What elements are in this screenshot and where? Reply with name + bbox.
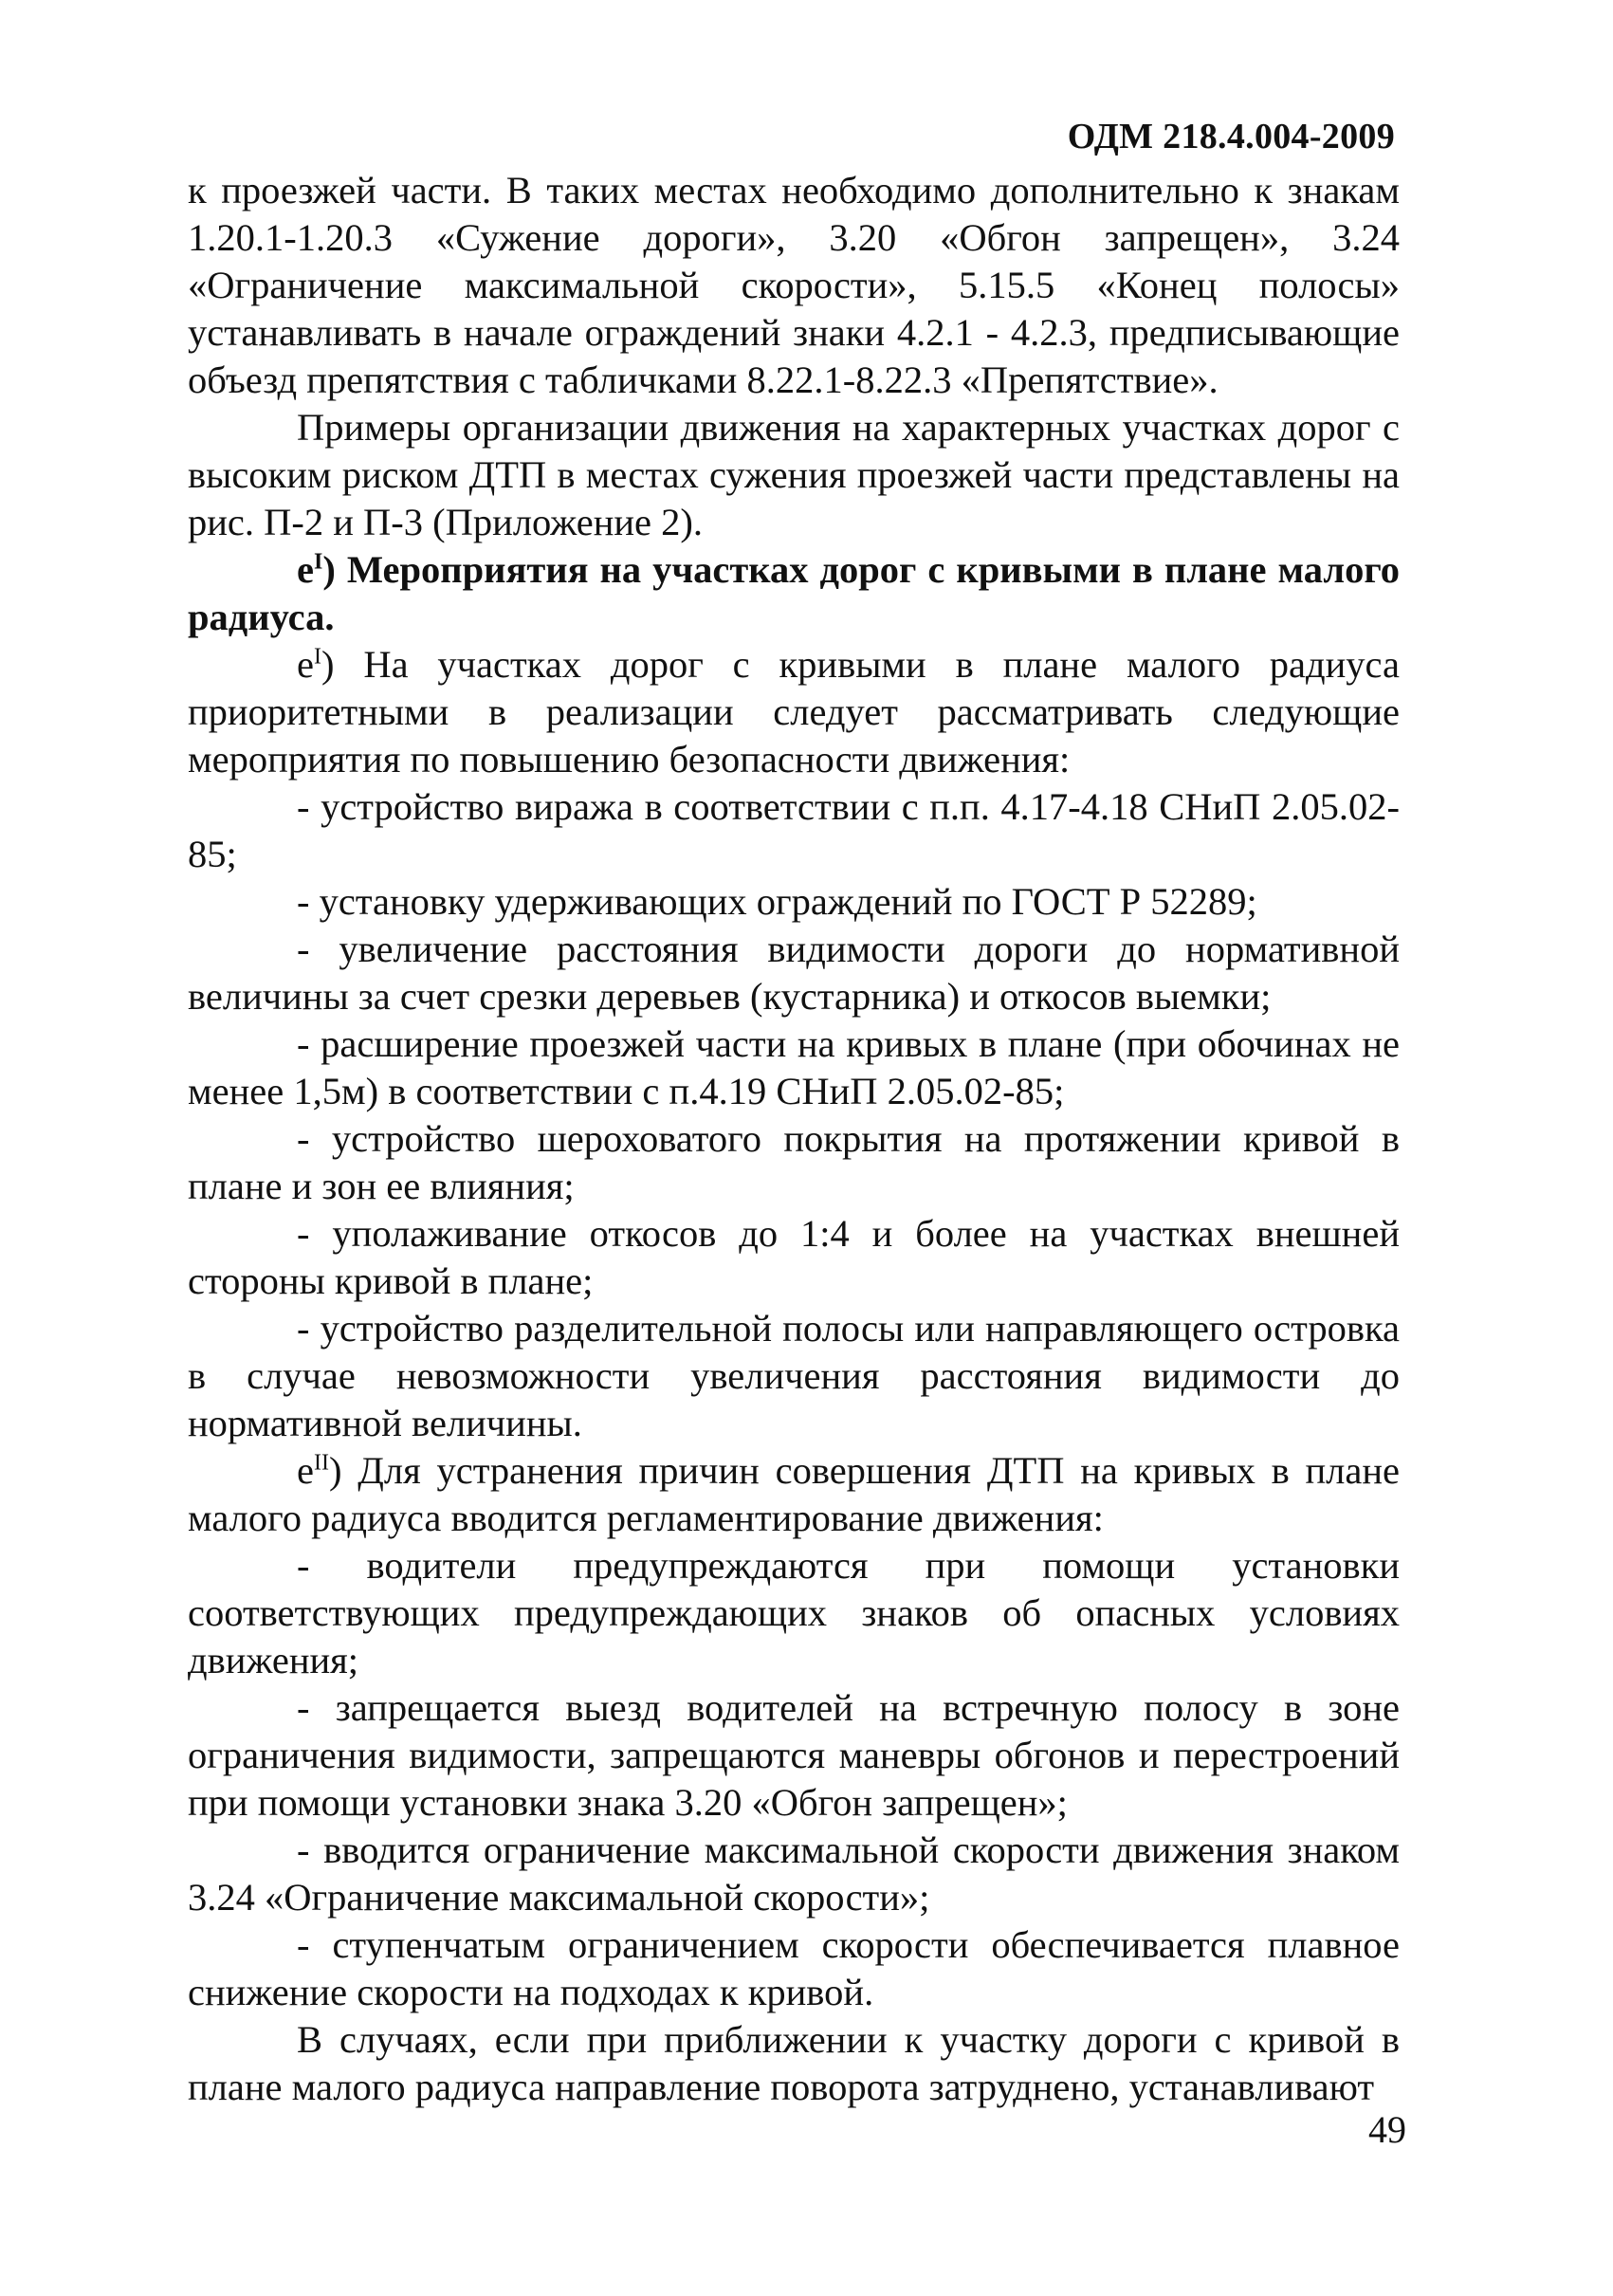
list-item: - установку удерживающих ограждений по ГОСТ Р 52289; <box>297 880 1257 923</box>
list-item: - устройство разделительной полосы или направляющего островка в случае невозможности увеличения расстояния видимости до нормативной величины. <box>188 1307 1400 1444</box>
paragraph-closing: В случаях, если при приближении к участку дороги с кривой в плане малого радиуса направление поворота затруднено, устанавливают <box>188 2018 1400 2108</box>
paragraph-intro-measures <box>188 641 1400 783</box>
paragraph-examples: Примеры организации движения на характерных участках дорог с высоким риском ДТП в местах сужения проезжей части представлены на рис. П-2 и П-3 (Приложение 2). <box>188 406 1400 543</box>
paragraph-regulation <box>188 1447 1400 1542</box>
heading-text: ) Мероприятия на участках дорог с кривыми в плане малого радиуса. <box>188 548 1400 638</box>
item-superscript: I <box>313 644 321 670</box>
list-item: - устройство шероховатого покрытия на протяжении кривой в плане и зон ее влияния; <box>188 1117 1400 1207</box>
item-prefix: е <box>297 1449 314 1492</box>
list-item: - запрещается выезд водителей на встречную полосу в зоне ограничения видимости, запрещаются маневры обгонов и перестроений при помощи установки знака 3.20 «Обгон запрещен»; <box>188 1686 1400 1824</box>
item-prefix: е <box>297 643 314 686</box>
list-item: - вводится ограничение максимальной скорости движения знаком 3.24 «Ограничение максимальной скорости»; <box>188 1828 1400 1919</box>
list-item: - ступенчатым ограничением скорости обеспечивается плавное снижение скорости на подходах к кривой. <box>188 1923 1400 2013</box>
item-text: ) На участках дорог с кривыми в плане малого радиуса приоритетными в реализации следует рассматривать следующие мероприятия по повышению безопасности движения: <box>188 643 1400 781</box>
list-item: - расширение проезжей части на кривых в плане (при обочинах не менее 1,5м) в соответствии с п.4.19 СНиП 2.05.02-85; <box>188 1022 1400 1112</box>
list-item: - уполаживание откосов до 1:4 и более на участках внешней стороны кривой в плане; <box>188 1212 1400 1302</box>
heading-prefix: е <box>297 548 314 591</box>
heading-superscript: I <box>313 549 323 575</box>
list-item: - водители предупреждаются при помощи установки соответствующих предупреждающих знаков об опасных условиях движения; <box>188 1544 1400 1681</box>
list-item: - увеличение расстояния видимости дороги до нормативной величины за счет срезки деревьев (кустарника) и откосов выемки; <box>188 928 1400 1018</box>
page-number: 49 <box>1368 2108 1406 2151</box>
body-text <box>188 167 1400 2111</box>
section-heading <box>188 546 1400 641</box>
list-item: - устройство виража в соответствии с п.п. 4.17-4.18 СНиП 2.05.02-85; <box>188 785 1400 875</box>
item-text: ) Для устранения причин совершения ДТП на кривых в плане малого радиуса вводится регламентирование движения: <box>188 1449 1400 1539</box>
paragraph-continuation: к проезжей части. В таких местах необходимо дополнительно к знакам 1.20.1-1.20.3 «Сужение дороги», 3.20 «Обгон запрещен», 3.24 «Ограничение максимальной скорости», 5.15.5 «Конец полосы» устанавливать в начале ограждений знаки 4.2.1 - 4.2.3, предписывающие объезд препятствия с табличками 8.22.1-8.22.3 «Препятствие». <box>188 169 1400 401</box>
document-code-header: ОДМ 218.4.004-2009 <box>1067 117 1395 156</box>
item-superscript: II <box>313 1450 329 1476</box>
